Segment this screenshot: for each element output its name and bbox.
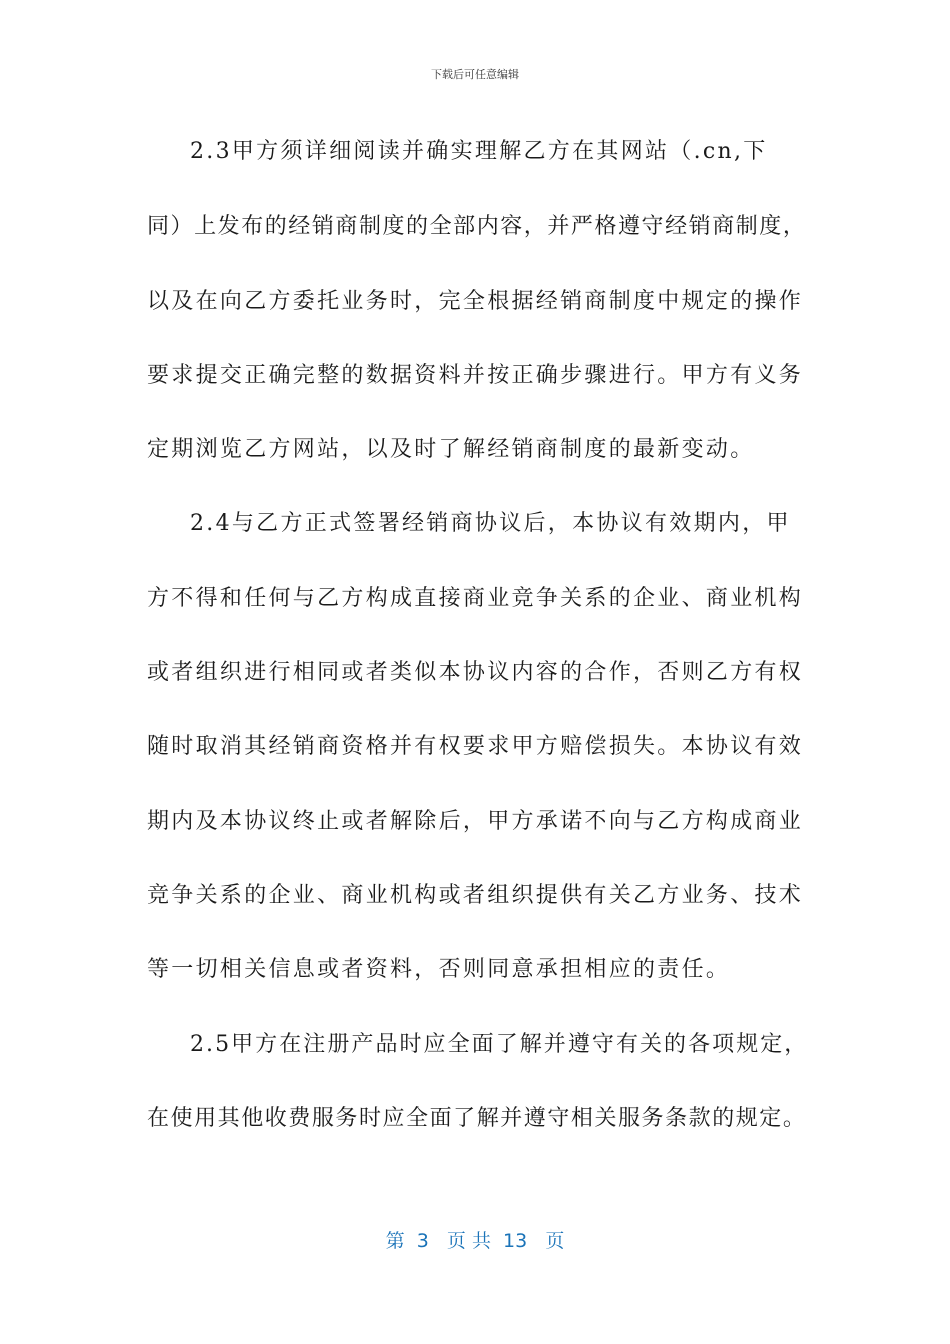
paragraph-2-5-line-1: 2.5甲方在注册产品时应全面了解并遵守有关的各项规定， [190,1032,809,1057]
paragraph-2-4-line-7: 等一切相关信息或者资料，否则同意承担相应的责任。 [147,957,731,982]
paragraph-2-4-line-6: 竞争关系的企业、商业机构或者组织提供有关乙方业务、技术 [147,883,804,908]
page-header: 下载后可任意编辑 [431,68,519,81]
paragraph-2-3-line-4: 要求提交正确完整的数据资料并按正确步骤进行。甲方有义务 [147,363,804,388]
page-number-footer: 第 3 页 共 13 页 [385,1230,565,1252]
paragraph-2-4-line-1: 2.4与乙方正式签署经销商协议后，本协议有效期内，甲 [190,511,791,536]
paragraph-2-4-line-3: 或者组织进行相同或者类似本协议内容的合作，否则乙方有权 [147,660,804,685]
paragraph-2-3-line-5: 定期浏览乙方网站，以及时了解经销商制度的最新变动。 [147,437,755,462]
paragraph-2-3-line-2: 同）上发布的经销商制度的全部内容，并严格遵守经销商制度， [147,214,807,239]
paragraph-2-4-line-5: 期内及本协议终止或者解除后，甲方承诺不向与乙方构成商业 [147,809,804,834]
paragraph-2-4-line-4: 随时取消其经销商资格并有权要求甲方赔偿损失。本协议有效 [147,734,804,759]
paragraph-2-5-line-2: 在使用其他收费服务时应全面了解并遵守相关服务条款的规定。 [147,1106,807,1131]
paragraph-2-3-line-3: 以及在向乙方委托业务时，完全根据经销商制度中规定的操作 [147,289,804,314]
paragraph-2-4-line-2: 方不得和任何与乙方构成直接商业竞争关系的企业、商业机构 [147,586,804,611]
paragraph-2-3-line-1: 2.3甲方须详细阅读并确实理解乙方在其网站（.cn,下 [190,139,768,164]
